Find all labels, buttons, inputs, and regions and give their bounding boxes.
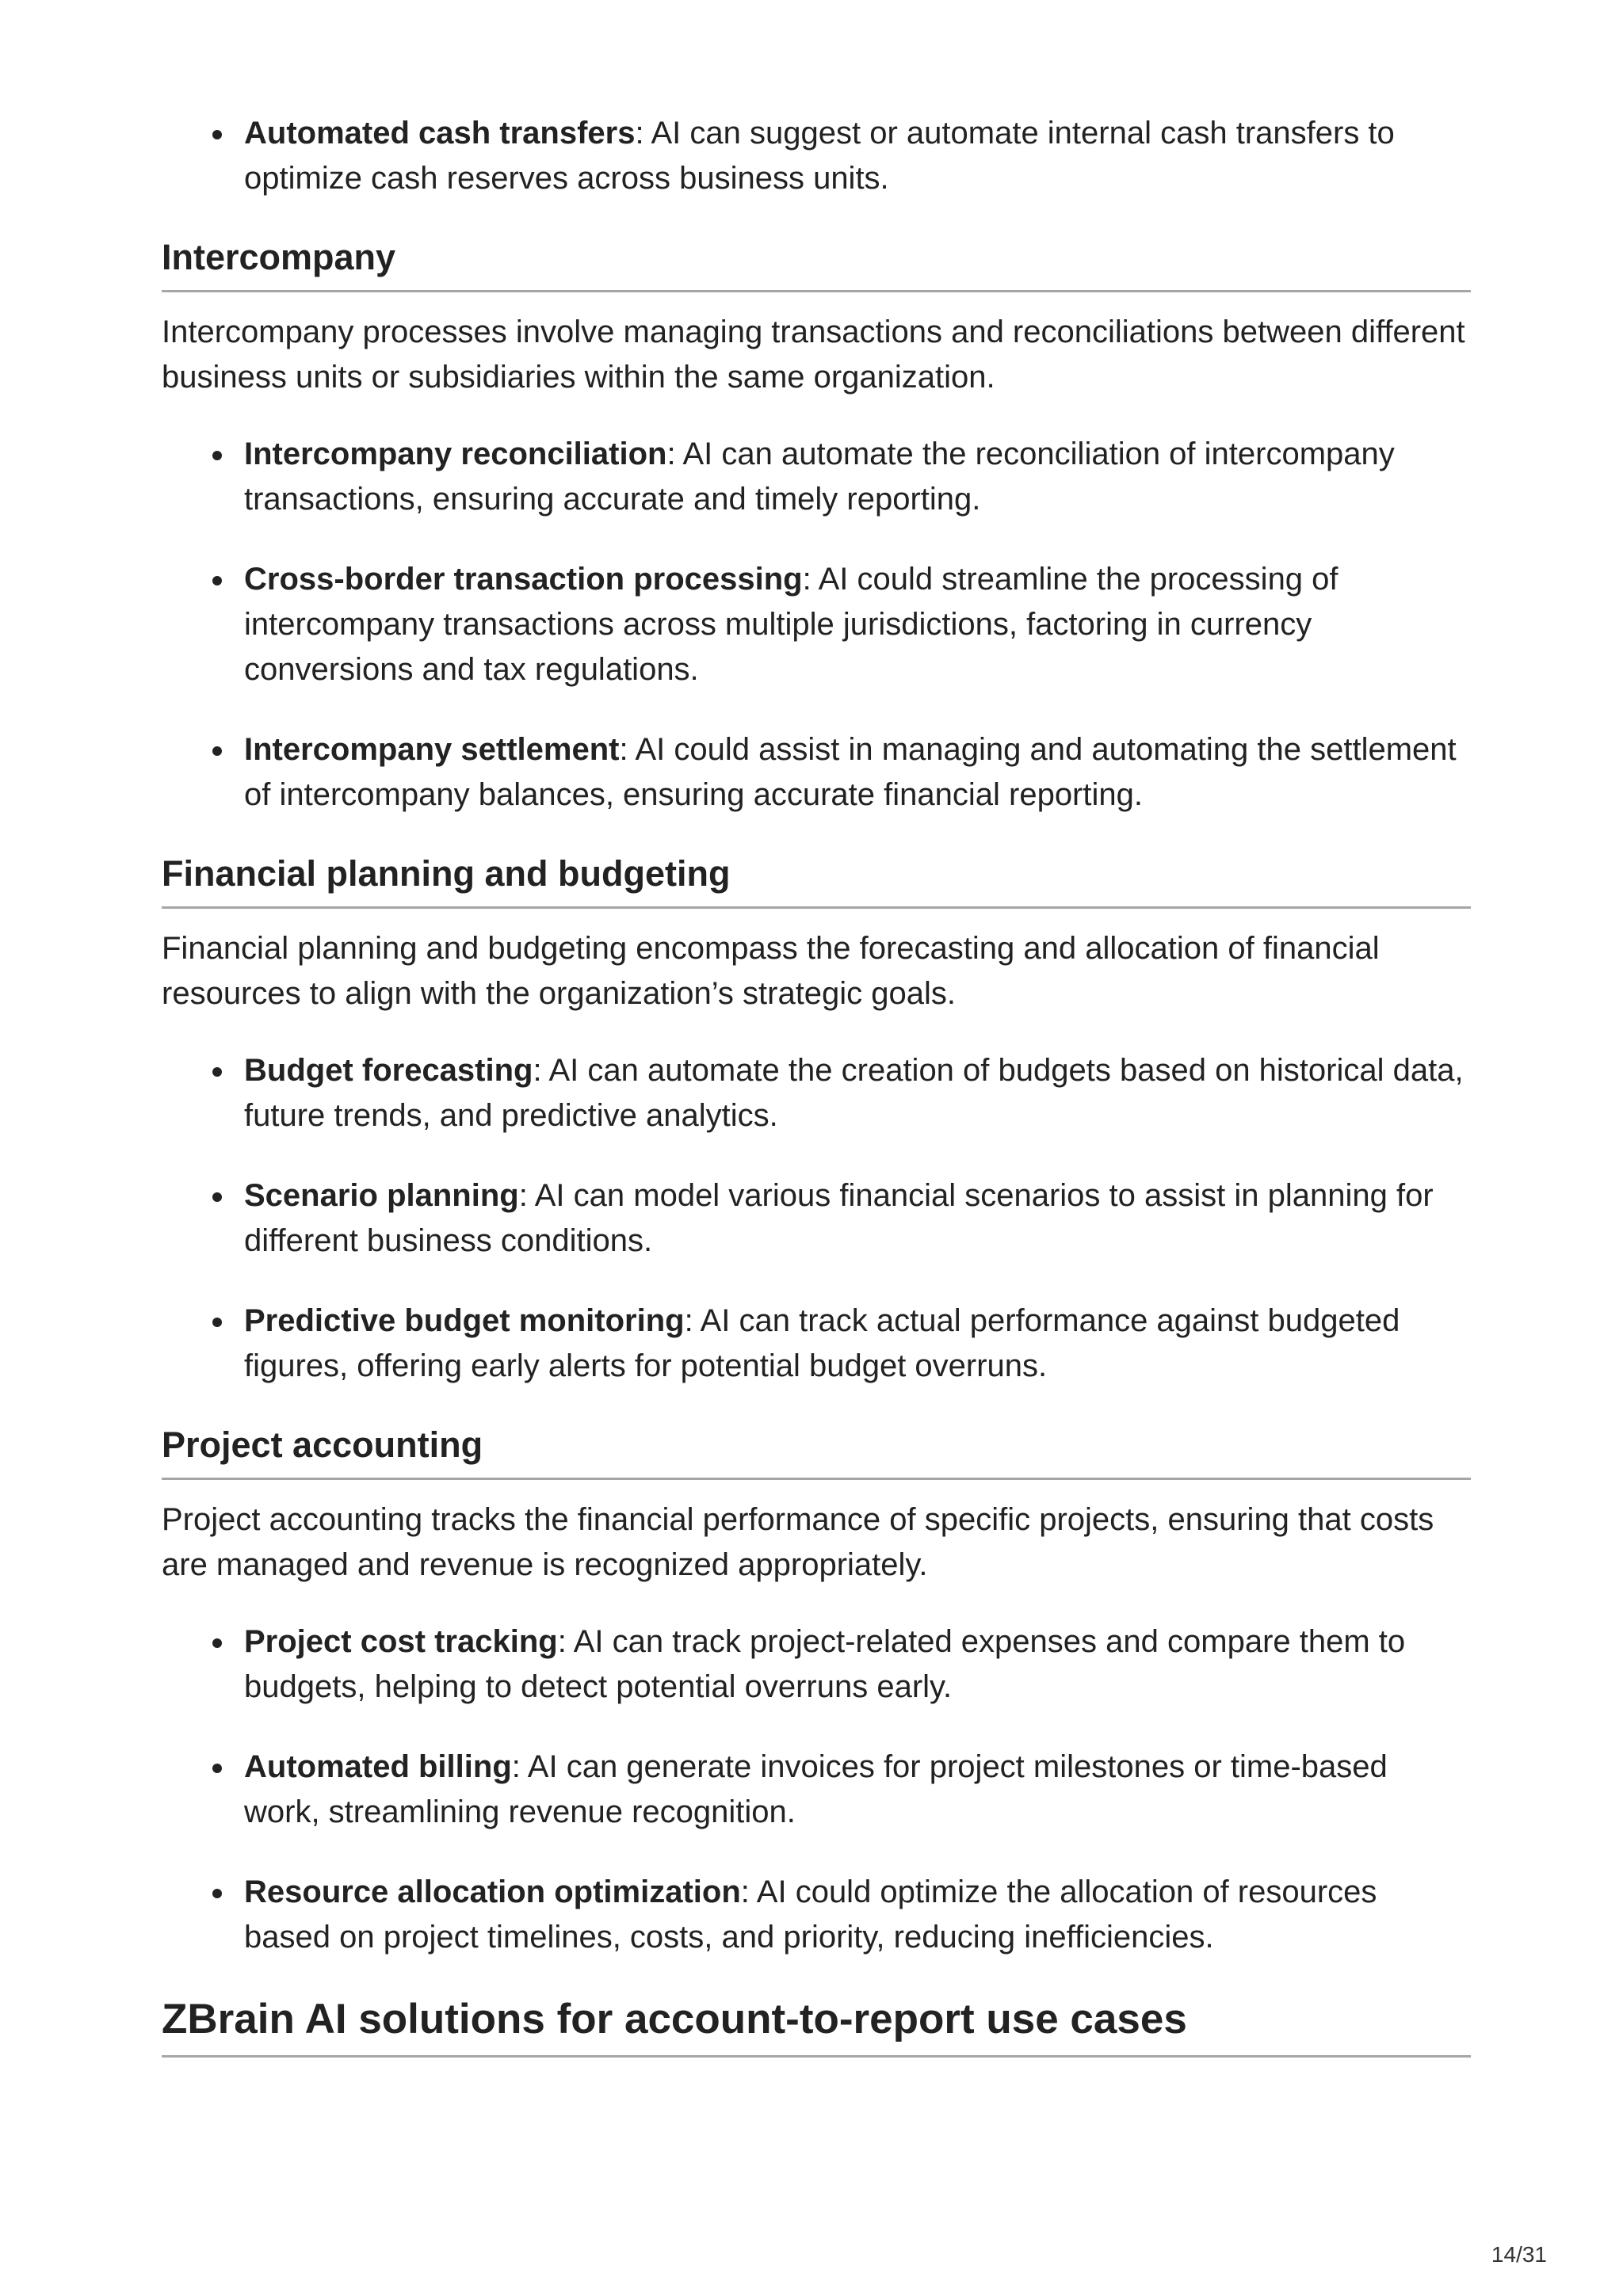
list-item <box>244 111 1471 201</box>
list-item-term: Predictive budget monitoring <box>244 1303 685 1338</box>
list-item-term: Resource allocation optimization <box>244 1875 741 1909</box>
list-item-text: : AI can suggest or automate internal cash transfers to optimize cash reserves across business units. <box>244 116 1395 196</box>
list-item-term: Automated billing <box>244 1749 512 1784</box>
list-item <box>244 1745 1471 1835</box>
list-item <box>244 1173 1471 1264</box>
top-bullet-list <box>162 111 1471 201</box>
list-item-text: : AI can track actual performance against budgeted figures, offering early alerts for potential budget overruns. <box>244 1303 1400 1383</box>
list-item-text: : AI can automate the reconciliation of intercompany transactions, ensuring accurate and timely reporting. <box>244 437 1395 517</box>
list-item-term: Intercompany settlement <box>244 732 620 767</box>
list-item-term: Budget forecasting <box>244 1053 533 1088</box>
section-intro: Intercompany processes involve managing transactions and reconciliations between different business units or subsidiaries within the same organization. <box>162 315 1465 395</box>
list-item-text: : AI can model various financial scenarios to assist in planning for different business conditions. <box>244 1178 1434 1258</box>
section-heading: Intercompany <box>162 236 1471 292</box>
list-item-term: Project cost tracking <box>244 1624 558 1659</box>
list-item <box>244 432 1471 522</box>
list-item <box>244 1299 1471 1389</box>
list-item-text: : AI could streamline the processing of intercompany transactions across multiple jurisdictions, factoring in currency conversions and tax regulations. <box>244 562 1338 687</box>
list-item <box>244 727 1471 818</box>
zbrain-solutions-heading: ZBrain AI solutions for account-to-report use cases <box>162 1995 1471 2058</box>
list-item-text: : AI can track project-related expenses and compare them to budgets, helping to detect potential overruns early. <box>244 1624 1406 1704</box>
document-page <box>162 111 1471 2058</box>
list-item <box>244 1048 1471 1138</box>
list-item-text: : AI could optimize the allocation of resources based on project timelines, costs, and priority, reducing inefficiencies. <box>244 1875 1377 1955</box>
list-item-term: Intercompany reconciliation <box>244 437 667 471</box>
list-item-term: Scenario planning <box>244 1178 519 1213</box>
list-item-text: : AI can generate invoices for project milestones or time-based work, streamlining revenue recognition. <box>244 1749 1388 1829</box>
section-heading: Project accounting <box>162 1424 1471 1480</box>
section-financial-planning <box>162 852 1471 1389</box>
section-intercompany <box>162 236 1471 818</box>
section-project-accounting <box>162 1424 1471 1960</box>
bullet-list <box>162 432 1471 818</box>
list-item-text: : AI can automate the creation of budgets based on historical data, future trends, and predictive analytics. <box>244 1053 1464 1133</box>
bullet-list <box>162 1048 1471 1389</box>
list-item <box>244 1619 1471 1710</box>
list-item-term: Automated cash transfers <box>244 116 636 151</box>
section-intro: Project accounting tracks the financial performance of specific projects, ensuring that costs are managed and revenue is recognized appropriately. <box>162 1502 1434 1582</box>
list-item <box>244 1870 1471 1960</box>
section-intro: Financial planning and budgeting encompass the forecasting and allocation of financial resources to align with the organization’s strategic goals. <box>162 931 1380 1011</box>
list-item <box>244 557 1471 692</box>
list-item-text: : AI could assist in managing and automating the settlement of intercompany balances, ensuring accurate financial reporting. <box>244 732 1457 812</box>
page-number: 14/31 <box>1491 2242 1547 2267</box>
bullet-list <box>162 1619 1471 1960</box>
list-item-term: Cross-border transaction processing <box>244 562 803 597</box>
section-heading: Financial planning and budgeting <box>162 852 1471 909</box>
